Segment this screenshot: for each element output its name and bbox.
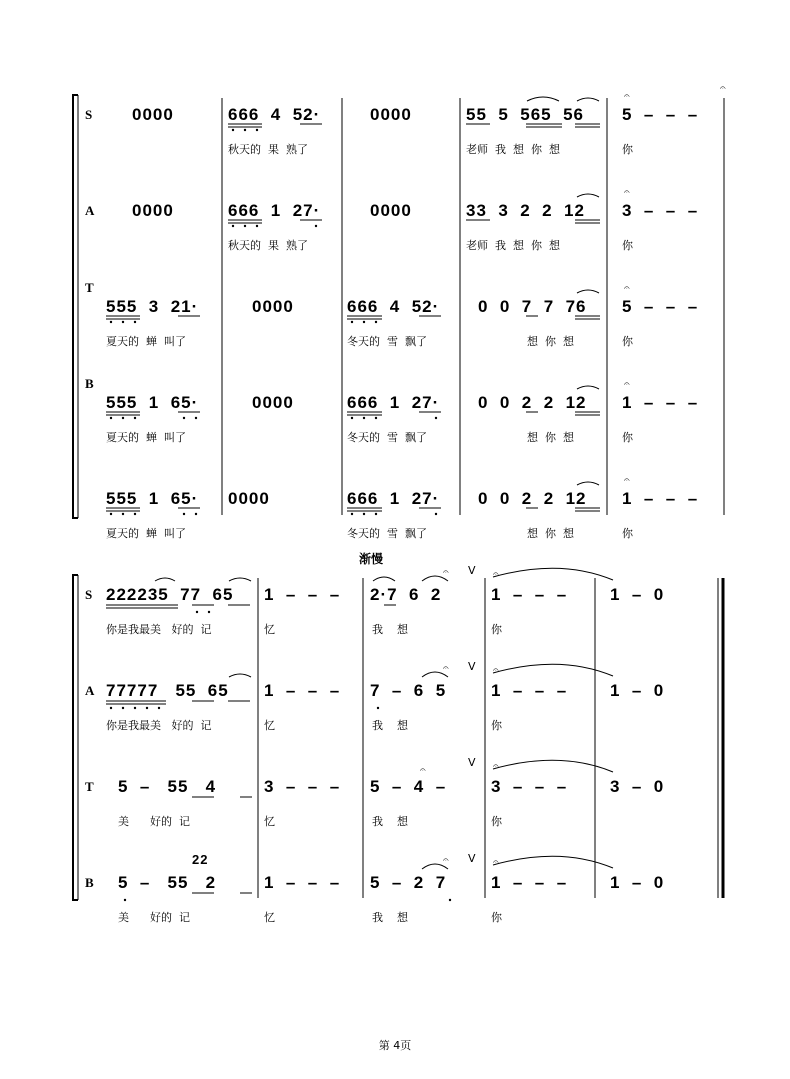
fermata-icon: 𝄐 [624,91,630,102]
measure: 555 1 65· [106,393,199,412]
lyric: 忆 [264,911,275,924]
lyric: 你 [622,143,633,156]
lyric: 你是我最美 好的 记 [106,623,212,636]
fermata-icon: 𝄐 [624,379,630,390]
lyric: 冬天的 雪 飘了 [347,431,427,444]
fermata-icon: 𝄐 [493,665,499,676]
measure: 5 – 55 4 [118,777,217,796]
lyric: 忆 [264,623,275,636]
lyric: 秋天的 果 熟了 [228,143,308,156]
breath-mark: V [468,756,476,769]
measure: 1 – – – [264,681,341,700]
voice-label-s2: S [85,587,93,602]
measure: 0000 [228,489,270,508]
measure: 0 0 7 7 76 [478,297,587,316]
measure: 3 – – – [491,777,568,796]
system2-bracket [73,575,78,900]
measure: 1 – – – [264,873,341,892]
lyric: 想 你 想 [527,527,574,540]
lyric: 我 想 [372,815,408,828]
measure: 55 5 565 56 [466,105,584,124]
fermata-icon: 𝄐 [420,765,426,776]
lyric: 你是我最美 好的 记 [106,719,212,732]
lyric: 忆 [264,815,275,828]
lyric: 冬天的 雪 飘了 [347,527,427,540]
measure: 1 – 0 [610,681,665,700]
breath-mark: V [468,852,476,865]
measure: 222235 77 65 [106,585,234,604]
lyric: 夏天的 蝉 叫了 [106,335,186,348]
measure: 5 – 2 7 [370,873,447,892]
measure: 0000 [252,393,294,412]
lyric: 夏天的 蝉 叫了 [106,431,186,444]
lyric: 你 [491,719,502,732]
fermata-icon: 𝄐 [493,761,499,772]
voice-label-b2: B [85,875,94,890]
measure: 2·7 6 2 [370,585,442,604]
measure: 666 4 52· [347,297,440,316]
fermata-icon: 𝄐 [443,567,449,578]
measure: 0000 [132,105,174,124]
breath-mark: V [468,660,476,673]
measure: 77777 55 65 [106,681,229,700]
measure: 1 – – – [622,393,699,412]
lyric: 你 [622,431,633,444]
lyric: 老师 我 想 你 想 [466,143,560,156]
measure: 5 – 55 2 [118,873,217,892]
measure: 555 1 65· [106,489,199,508]
measure: 7 – 6 5 [370,681,447,700]
measure: 555 3 21· [106,297,199,316]
measure: 3 – – – [622,201,699,220]
lyric: 你 [622,239,633,252]
measure: 1 – – – [264,585,341,604]
breath-mark: V [468,564,476,577]
fermata-icon: 𝄐 [624,283,630,294]
lyric: 你 [622,335,633,348]
measure: 3 – 0 [610,777,665,796]
measure: 1 – – – [491,585,568,604]
measure: 1 – – – [622,489,699,508]
lyric: 夏天的 蝉 叫了 [106,527,186,540]
voice-label-t1: T [85,280,94,295]
measure: 5 – 4 – [370,777,447,796]
voice-label-a1: A [85,203,95,218]
page-number: 第 4页 [378,1039,412,1052]
lyric: 秋天的 果 熟了 [228,239,308,252]
tempo-mark: 渐慢 [359,552,384,566]
fermata-icon: 𝄐 [443,663,449,674]
measure: 0 0 2 2 12 [478,393,587,412]
voice-label-a2: A [85,683,95,698]
fermata-icon: 𝄐 [493,857,499,868]
measure: 666 1 27· [347,393,440,412]
fermata-icon: 𝄐 [493,569,499,580]
lyric: 想 你 想 [527,335,574,348]
measure: 666 4 52· [228,105,321,124]
system1-bracket [73,95,78,518]
lyric: 我 想 [372,719,408,732]
lyric: 美 好的 记 [118,815,190,828]
lyric: 你 [491,815,502,828]
lyric: 想 你 想 [527,431,574,444]
measure: 0000 [252,297,294,316]
lyric: 美 好的 记 [118,911,190,924]
measure: 5 – – – [622,105,699,124]
measure: 3 – – – [264,777,341,796]
measure: 33 3 2 2 12 [466,201,585,220]
fermata-icon: 𝄐 [624,475,630,486]
lyric: 老师 我 想 你 想 [466,239,560,252]
voice-label-t2: T [85,779,94,794]
measure: 666 1 27· [228,201,321,220]
measure: 0000 [370,105,412,124]
measure: 0000 [370,201,412,220]
fermata-icon: 𝄐 [443,855,449,866]
voice-label-s1: S [85,107,93,122]
lyric: 冬天的 雪 飘了 [347,335,427,348]
measure: 5 – – – [622,297,699,316]
lyric: 我 想 [372,911,408,924]
measure: 0000 [132,201,174,220]
measure: 1 – – – [491,681,568,700]
measure: 666 1 27· [347,489,440,508]
measure: 1 – 0 [610,585,665,604]
lyric: 忆 [264,719,275,732]
measure: 0 0 2 2 12 [478,489,587,508]
voice-label-b1: B [85,376,94,391]
lyric: 你 [622,527,633,540]
lyric: 你 [491,623,502,636]
upper-voice-notes: 22 [192,852,209,867]
lyric: 你 [491,911,502,924]
measure: 1 – – – [491,873,568,892]
fermata-icon: 𝄐 [624,187,630,198]
lyric: 我 想 [372,623,408,636]
measure: 1 – 0 [610,873,665,892]
fermata-icon: 𝄐 [720,83,726,94]
